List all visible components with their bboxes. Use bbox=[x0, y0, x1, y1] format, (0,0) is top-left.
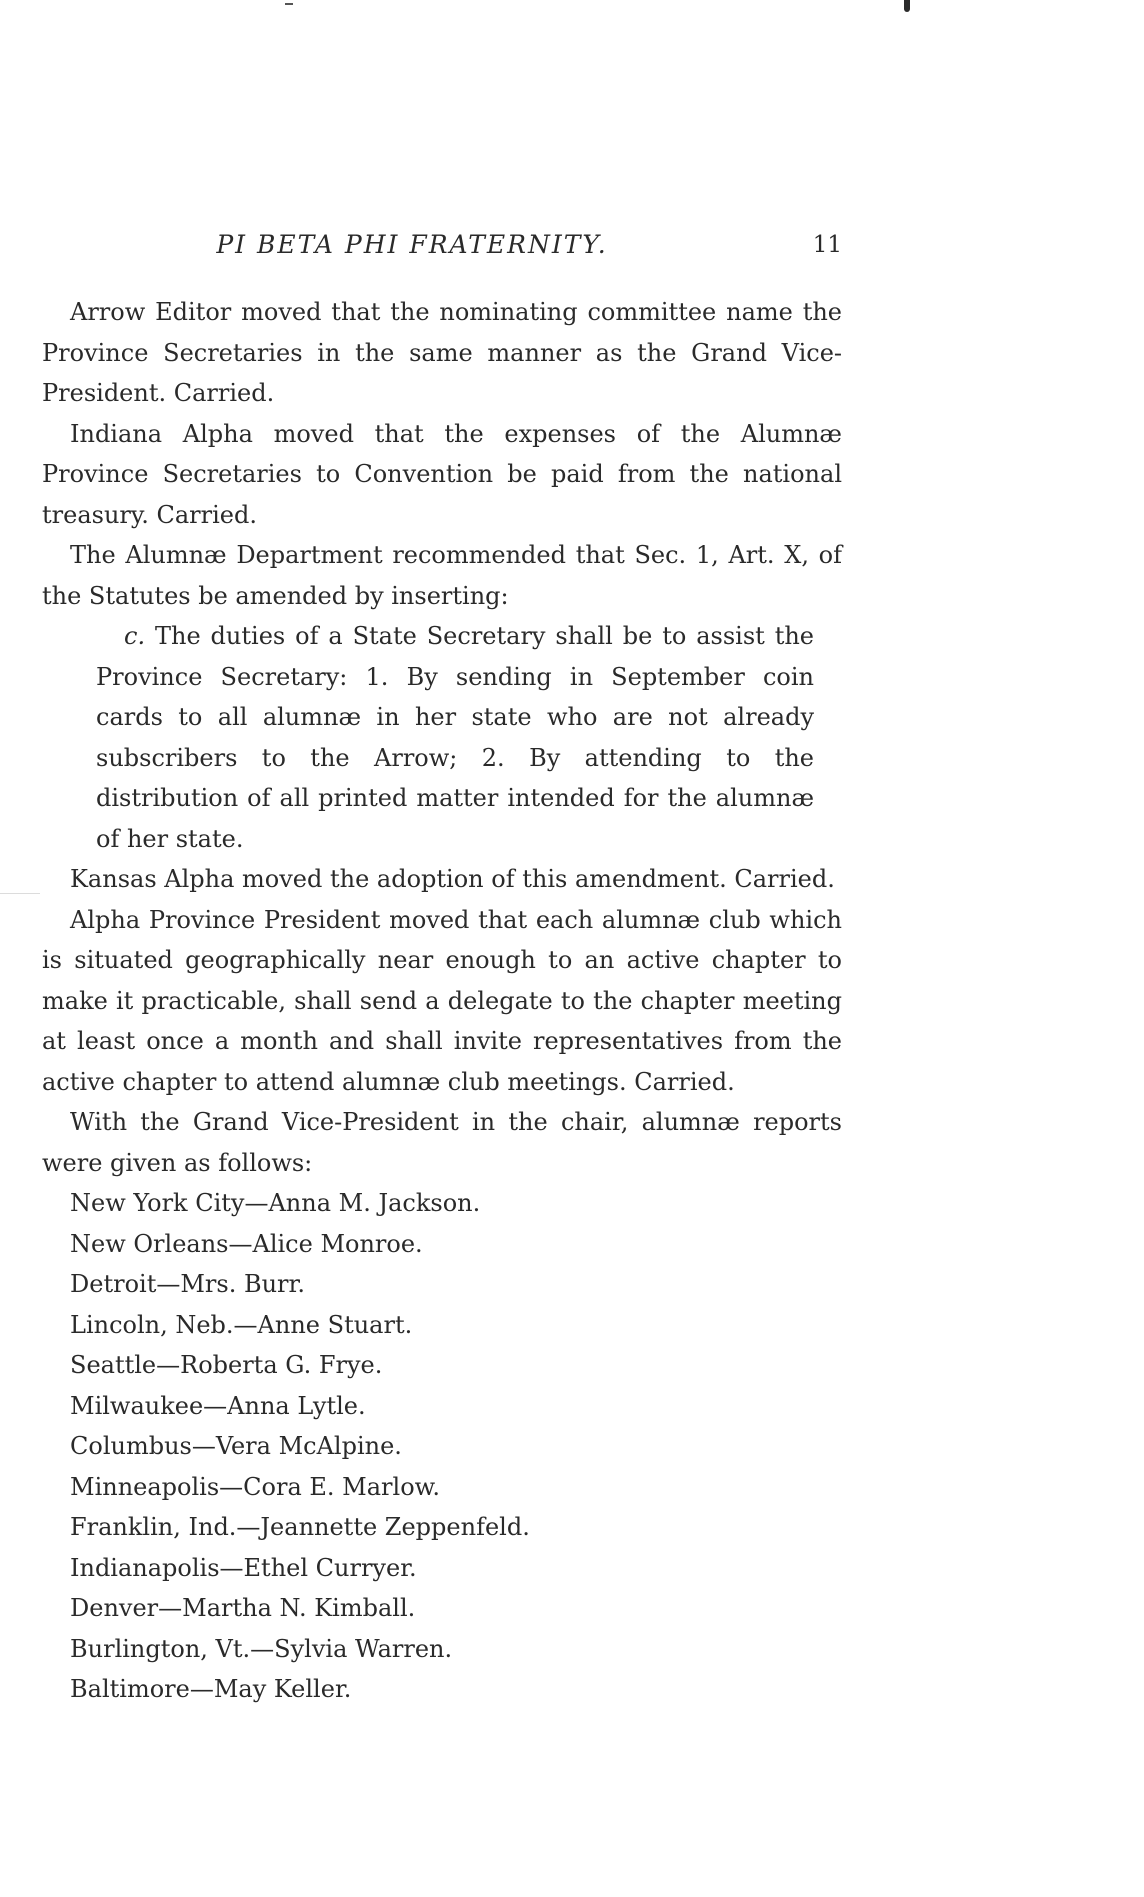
scan-mark-corner bbox=[904, 0, 910, 12]
list-item: Minneapolis—Cora E. Marlow. bbox=[70, 1472, 440, 1501]
list-item: Columbus—Vera McAlpine. bbox=[70, 1432, 402, 1460]
alumnae-reports-list bbox=[42, 1183, 842, 1710]
list-item: New Orleans—Alice Monroe. bbox=[70, 1229, 423, 1258]
amendment-text: The duties of a State Secretary shall be to assist the Province Secretary: 1. By sending in September coin cards to all alumnæ in her state who are not already subscribers to the Arrow; 2. By attending to the distribution of all printed matter intended for the alumnæ of her state. bbox=[96, 622, 814, 853]
list-item: Baltimore—May Keller. bbox=[70, 1675, 352, 1703]
list-item: Detroit—Mrs. Burr. bbox=[70, 1270, 305, 1298]
list-item: Milwaukee—Anna Lytle. bbox=[70, 1391, 366, 1420]
quoted-amendment bbox=[42, 616, 842, 859]
body-text bbox=[42, 292, 842, 1710]
scan-edge-line bbox=[0, 893, 40, 894]
list-item: Seattle—Roberta G. Frye. bbox=[70, 1351, 383, 1379]
book-page bbox=[42, 230, 842, 1710]
list-item: Denver—Martha N. Kimball. bbox=[70, 1594, 416, 1622]
page-number: 11 bbox=[812, 232, 842, 258]
paragraph-alpha-province-motion: Alpha Province President moved that each alumnæ club which is situated geographically near enough to an active chapter to make it practicable, shall send a delegate to the chapter meeting at least once a month and shall invite representatives from the active chapter to attend alumnæ club meetings. Carried. bbox=[42, 905, 842, 1096]
paragraph-alumnae-reports-intro: With the Grand Vice-President in the chair, alumnæ reports were given as follows: bbox=[42, 1108, 842, 1177]
amendment-clause-marker: c. bbox=[124, 622, 146, 650]
list-item: Indianapolis—Ethel Curryer. bbox=[70, 1553, 417, 1582]
list-item: New York City—Anna M. Jackson. bbox=[70, 1189, 481, 1217]
list-item: Burlington, Vt.—Sylvia Warren. bbox=[70, 1634, 453, 1663]
paragraph-kansas-alpha-motion: Kansas Alpha moved the adoption of this amendment. Carried. bbox=[70, 865, 835, 893]
paragraph-alumnae-department-recommendation: The Alumnæ Department recommended that Sec. 1, Art. X, of the Statutes be amended by inserting: bbox=[42, 541, 842, 610]
scan-mark-top bbox=[285, 3, 293, 5]
running-title: PI BETA PHI FRATERNITY. bbox=[216, 230, 608, 259]
paragraph-indiana-alpha-motion: Indiana Alpha moved that the expenses of the Alumnæ Province Secretaries to Convention be paid from the national treasury. Carried. bbox=[42, 419, 842, 529]
paragraph-arrow-editor-motion: Arrow Editor moved that the nominating committee name the Province Secretaries in the same manner as the Grand Vice-President. Carried. bbox=[42, 298, 842, 407]
list-item: Lincoln, Neb.—Anne Stuart. bbox=[70, 1310, 413, 1339]
running-head bbox=[42, 230, 842, 274]
list-item: Franklin, Ind.—Jeannette Zeppenfeld. bbox=[70, 1513, 530, 1541]
